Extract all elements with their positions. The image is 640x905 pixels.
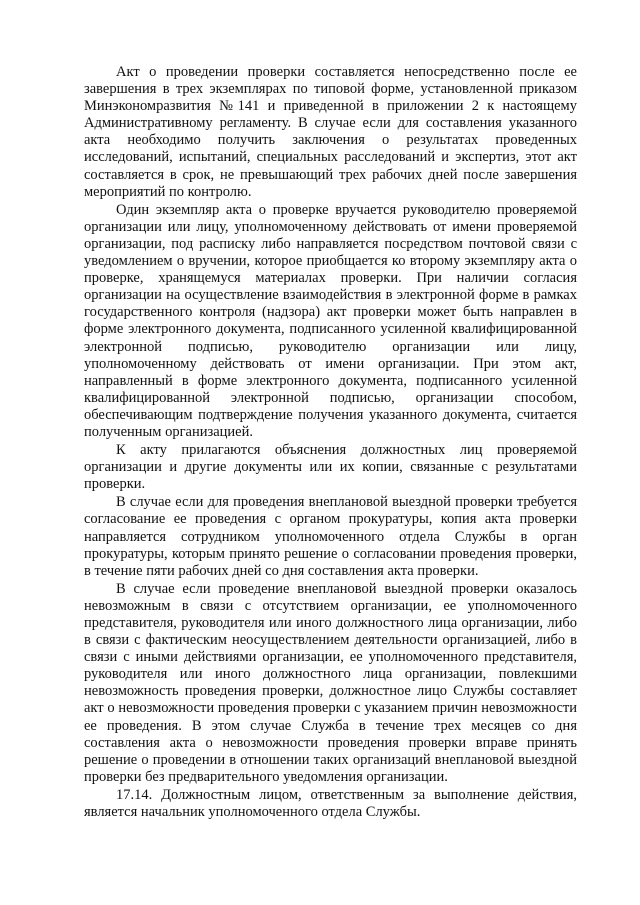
paragraph-act-delivery: Один экземпляр акта о проверке вручается руководителю проверяемой организации или лицу, уполномоченному действовать от имени проверяемой организации, под расписку либо направляется посредством почтовой связи с уведомлением о вручении, которое приобщается ко второму экземпляру акта о проверке, хранящемуся материалах проверки. При наличии согласия организации на осуществление взаимодействия в электронной форме в рамках государственного контроля (надзора) акт проверки может быть направлен в форме электронного документа, подписанного усиленной квалифицированной электронной подписью, руководителю организации или лицу, уполномоченному действовать от имени организации. При этом акт, направленный в форме электронного документа, подписанного усиленной квалифицированной электронной подписью, организации способом, обеспечивающим подтверждение получения указанного документа, считается полученным организацией. (84, 201, 577, 440)
paragraph-act-drafting: Акт о проведении проверки составляется непосредственно после ее завершения в трех экземплярах по типовой форме, установленной приказом Минэкономразвития №141 и приведенной в приложении 2 к настоящему Административному регламенту. В случае если для составления указанного акта необходимо получить заключения о результатах проведенных исследований, испытаний, специальных расследований и экспертиз, этот акт составляется в срок, не превышающий трех рабочих дней после завершения мероприятий по контролю. (84, 64, 577, 200)
paragraph-prosecutor-copy: В случае если для проведения внеплановой выездной проверки требуется согласование ее проведения с органом прокуратуры, копия акта проверки направляется сотрудником уполномоченного отдела Службы в орган прокуратуры, которым принято решение о согласовании проведения проверки, в течение пяти рабочих дней со дня составления акта проверки. (84, 494, 577, 579)
paragraph-inspection-impossible: В случае если проведение внеплановой выездной проверки оказалось невозможным в связи с отсутствием организации, ее уполномоченного представителя, руководителя или иного должностного лица организации, либо в связи с фактическим неосуществлением деятельности организацией, либо в связи с иными действиями организации, ее уполномоченного представителя, руководителя или иного должностного лица организации, повлекшими невозможность проведения проверки, должностное лицо Службы составляет акт о невозможности проведения проверки с указанием причин невозможности ее проведения. В этом случае Служба в течение трех месяцев со дня составления акта о невозможности проведения проверки вправе принять решение о проведении в отношении таких организаций внеплановой выездной проверки без предварительного уведомления организации. (84, 580, 577, 785)
paragraph-responsible-official: 17.14. Должностным лицом, ответственным за выполнение действия, является начальник уполномоченного отдела Службы. (84, 786, 577, 821)
paragraph-act-attachments: К акту прилагаются объяснения должностных лиц проверяемой организации и другие документы или их копии, связанные с результатами проверки. (84, 442, 577, 493)
document-page (84, 64, 577, 821)
